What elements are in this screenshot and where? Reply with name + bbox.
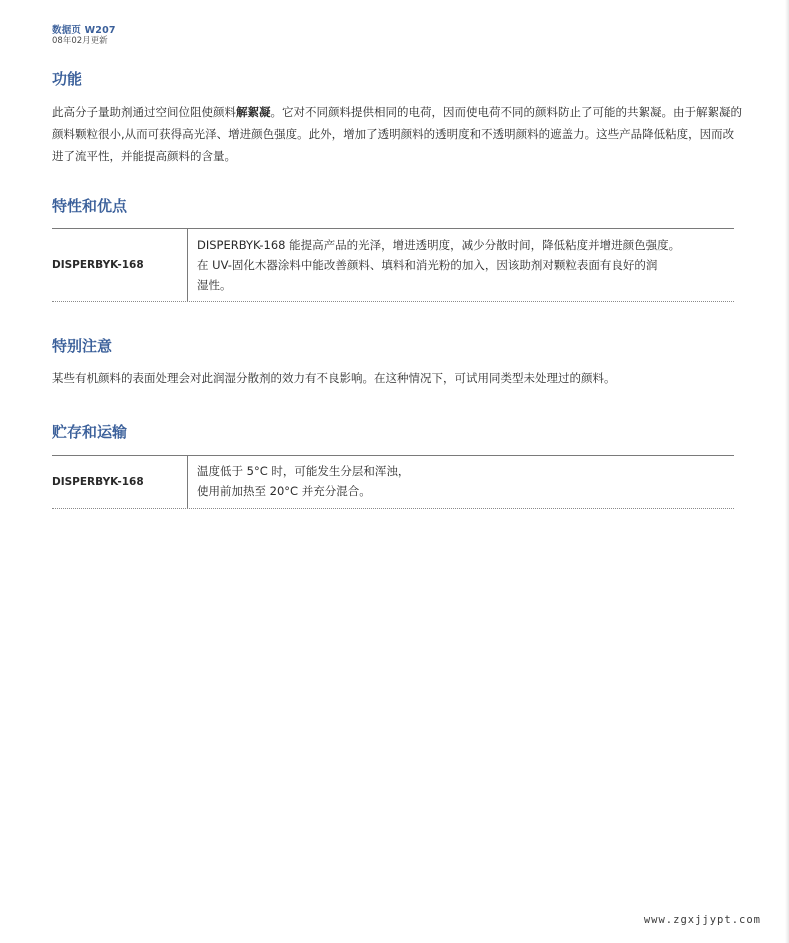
storage-product-label: DISPERBYK-168 <box>52 456 188 508</box>
features-description <box>188 229 734 301</box>
datasheet-title: 数据页 W207 <box>52 25 116 36</box>
update-date: 08年02月更新 <box>52 36 108 46</box>
features-line: DISPERBYK-168 能提高产品的光泽，增进透明度，减少分散时间，降低粘度并增进颜色强度。 <box>197 238 681 252</box>
section-heading-features: 特性和优点 <box>52 197 128 215</box>
section-heading-storage: 贮存和运输 <box>52 423 128 441</box>
features-product-label: DISPERBYK-168 <box>52 229 188 301</box>
scan-edge-shadow <box>785 0 789 943</box>
notes-paragraph: 某些有机颜料的表面处理会对此润湿分散剂的效力有不良影响。在这种情况下，可试用同类型未处理过的颜料。 <box>52 371 616 385</box>
section-heading-notes: 特别注意 <box>52 337 113 355</box>
function-text-before: 此高分子量助剂通过空间位阻使颜料 <box>52 105 236 119</box>
function-text-after: 。它对不同颜料提供相同的电荷，因而使电荷不同的颜料防止了可能的共絮凝。由于解絮凝的颜料颗粒很小,从而可获得高光泽、增进颜色强度。此外，增加了透明颜料的透明度和不透明颜料的遮盖力。这些产品降低粘度，因而改进了流平性，并能提高颜料的含量。 <box>52 105 742 163</box>
features-table <box>52 228 734 302</box>
features-line: 湿性。 <box>197 278 232 292</box>
storage-line: 温度低于 5°C 时，可能发生分层和浑浊， <box>197 464 410 478</box>
storage-table <box>52 455 734 509</box>
function-paragraph <box>52 101 742 167</box>
site-watermark: www.zgxjjypt.com <box>643 914 761 926</box>
storage-description <box>188 456 734 508</box>
function-text-bold: 解絮凝 <box>236 105 271 119</box>
section-heading-function: 功能 <box>52 70 83 88</box>
storage-line: 使用前加热至 20°C 并充分混合。 <box>197 484 371 498</box>
features-line: 在 UV-固化木器涂料中能改善颜料、填料和消光粉的加入，因该助剂对颗粒表面有良好的润 <box>197 258 658 272</box>
